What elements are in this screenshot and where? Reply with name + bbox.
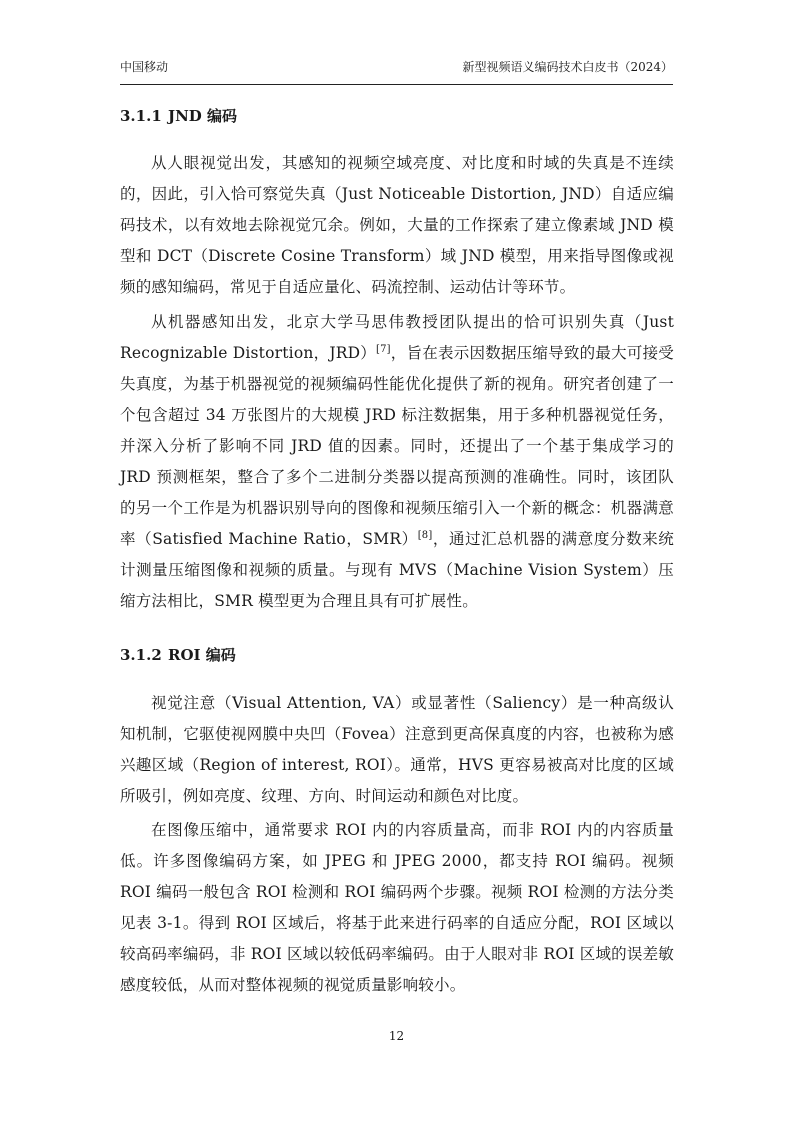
paragraph-text-part: 从机器感知出发，北京大学马思伟教授团队提出的恰可识别失真（Just Recognizable Distortion，JRD）	[120, 313, 674, 362]
paragraph-jrd-machine-perception	[120, 307, 674, 617]
paragraph-roi-compression: 在图像压缩中，通常要求 ROI 内的内容质量高，而非 ROI 内的内容质量低。许多图像编码方案，如 JPEG 和 JPEG 2000，都支持 ROI 编码。视频 ROI 编码一般包含 ROI 检测和 ROI 编码两个步骤。视频 ROI 检测的方法分类见表 3-1。得到 ROI 区域后，将基于此来进行码率的自适应分配，ROI 区域以较高码率编码，非 ROI 区域以较低码率编码。由于人眼对非 ROI 区域的误差敏感度较低，从而对整体视频的视觉质量影响较小。	[120, 821, 674, 994]
section-number: 3.1.1	[120, 107, 162, 125]
header-document-title: 新型视频语义编码技术白皮书（2024）	[462, 60, 673, 74]
section-number: 3.1.2	[120, 646, 162, 664]
citation-ref: [7]	[376, 343, 391, 355]
header-org-name: 中国移动	[120, 60, 169, 74]
page-number: 12	[388, 1029, 405, 1043]
section-title: JND 编码	[168, 107, 238, 125]
paragraph-text-part: ，旨在表示因数据压缩导致的最大可接受失真度，为基于机器视觉的视频编码性能优化提供了新的视角。研究者创建了一个包含超过 34 万张图片的大规模 JRD 标注数据集，用于多种机器视觉任务，并深入分析了影响不同 JRD 值的因素。同时，还提出了一个基于集成学习的 JRD 预测框架，整合了多个二进制分类器以提高预测的准确性。同时，该团队的另一个工作是为机器识别导向的图像和视频压缩引入一个新的概念：机器满意率（Satisfied Machine Ratio，SMR）	[120, 344, 674, 548]
paragraph-text-part: ，通过汇总机器的满意度分数来统计测量压缩图像和视频的质量。与现有 MVS（Machine Vision System）压缩方法相比，SMR 模型更为合理且具有可扩展性。	[120, 530, 674, 610]
section-heading-jnd	[120, 105, 237, 126]
paragraph-visual-attention: 视觉注意（Visual Attention, VA）或显著性（Saliency）是一种高级认知机制，它驱使视网膜中央凹（Fovea）注意到更高保真度的内容，也被称为感兴趣区域（Region of interest, ROI）。通常，HVS 更容易被高对比度的区域所吸引，例如亮度、纹理、方向、时间运动和颜色对比度。	[120, 694, 674, 805]
page-header	[120, 54, 673, 85]
paragraph-jnd-human-vision: 从人眼视觉出发，其感知的视频空域亮度、对比度和时域的失真是不连续的，因此，引入恰可察觉失真（Just Noticeable Distortion, JND）自适应编码技术，以有效地去除视觉冗余。例如，大量的工作探索了建立像素域 JND 模型和 DCT（Discrete Cosine Transform）域 JND 模型，用来指导图像或视频的感知编码，常见于自适应量化、码流控制、运动估计等环节。	[120, 154, 674, 296]
citation-ref: [8]	[417, 529, 433, 541]
section-title: ROI 编码	[168, 646, 236, 664]
section-heading-roi	[120, 644, 236, 665]
